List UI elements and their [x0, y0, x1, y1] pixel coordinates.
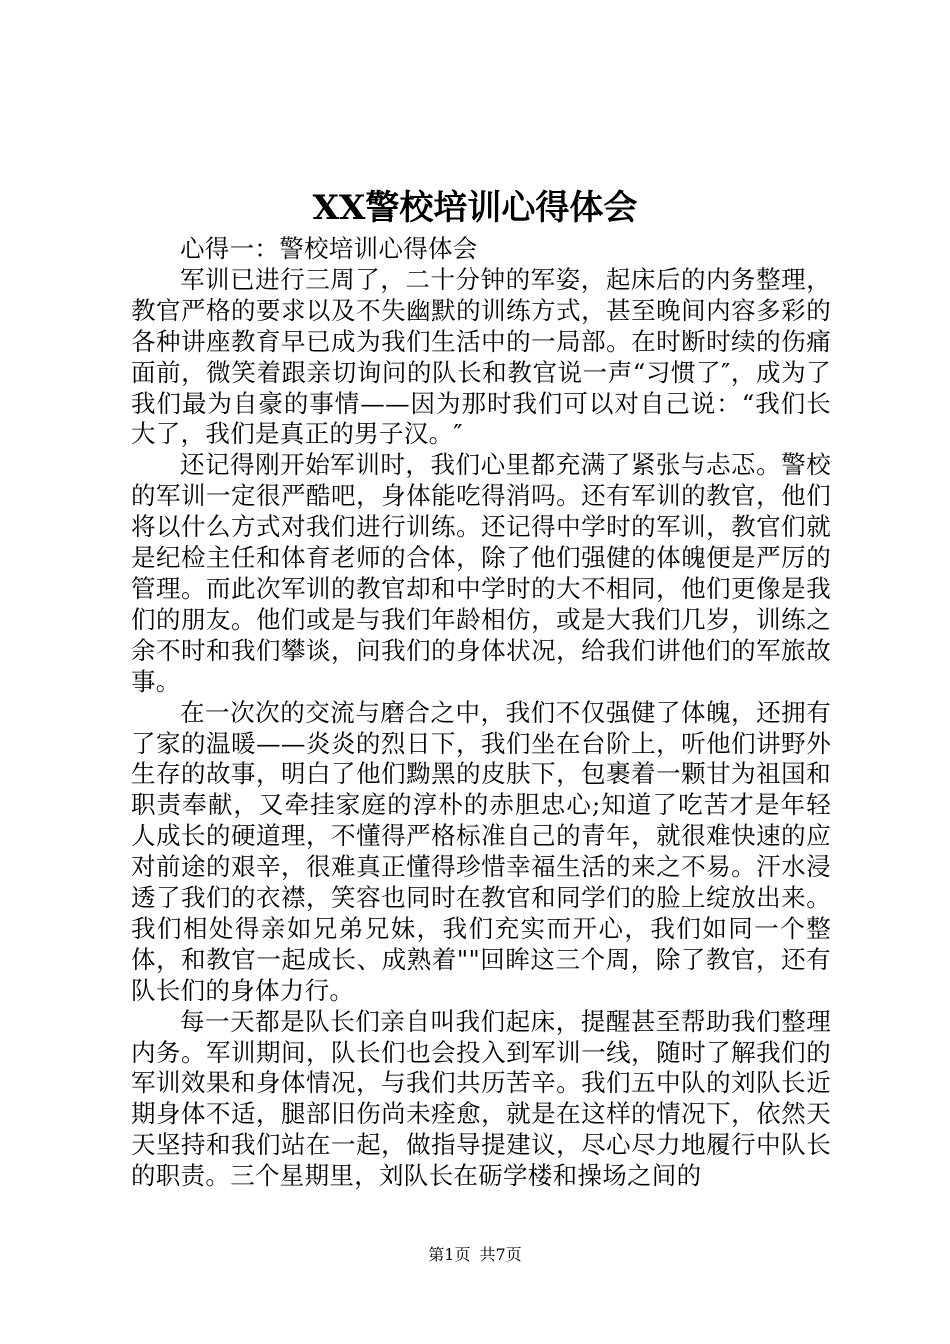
document-title: XX警校培训心得体会	[312, 188, 638, 228]
paragraph: 在一次次的交流与磨合之中，我们不仅强健了体魄，还拥有了家的温暖——炎炎的烈日下，我们坐在台阶上，听他们讲野外生存的故事，明白了他们黝黑的皮肤下，包裹着一颗甘为祖国和职责奉献，又牵挂家庭的淳朴的赤胆忠心;知道了吃苦才是年轻人成长的硬道理，不懂得严格标准自己的青年，就很难快速的应对前途的艰辛，很难真正懂得珍惜幸福生活的来之不易。汗水浸透了我们的衣襟，笑容也同时在教官和同学们的脸上绽放出来。我们相处得亲如兄弟兄妹，我们充实而开心，我们如同一个整体，和教官一起成长、成熟着""回眸这三个周，除了教官，还有队长们的身体力行。	[131, 697, 831, 1005]
paragraph-subtitle: 心得一：警校培训心得体会	[180, 234, 478, 263]
paragraph: 还记得刚开始军训时，我们心里都充满了紧张与忐忑。警校的军训一定很严酷吧，身体能吃得消吗。还有军训的教官，他们将以什么方式对我们进行训练。还记得中学时的军训，教官们就是纪检主任和体育老师的合体，除了他们强健的体魄便是严厉的管理。而此次军训的教官却和中学时的大不相同，他们更像是我们的朋友。他们或是与我们年龄相仿，或是大我们几岁，训练之余不时和我们攀谈，问我们的身体状况，给我们讲他们的军旅故事。	[131, 450, 831, 696]
page-number: 第1页	[428, 1245, 471, 1264]
page-footer	[0, 1245, 950, 1265]
page-total: 共7页	[479, 1245, 522, 1264]
paragraph: 每一天都是队长们亲自叫我们起床，提醒甚至帮助我们整理内务。军训期间，队长们也会投入到军训一线，随时了解我们的军训效果和身体情况，与我们共历苦辛。我们五中队的刘队长近期身体不适，腿部旧伤尚未痊愈，就是在这样的情况下，依然天天坚持和我们站在一起，做指导提建议，尽心尽力地履行中队长的职责。三个星期里，刘队长在砺学楼和操场之间的	[131, 1006, 831, 1191]
document-body	[131, 234, 831, 1192]
paragraph: 军训已进行三周了，二十分钟的军姿，起床后的内务整理，教官严格的要求以及不失幽默的训练方式，甚至晚间内容多彩的各种讲座教育早已成为我们生活中的一局部。在时断时续的伤痛面前，微笑着跟亲切询问的队长和教官说一声“习惯了″，成为了我们最为自豪的事情——因为那时我们可以对自己说：“我们长大了，我们是真正的男子汉。″	[131, 264, 831, 449]
